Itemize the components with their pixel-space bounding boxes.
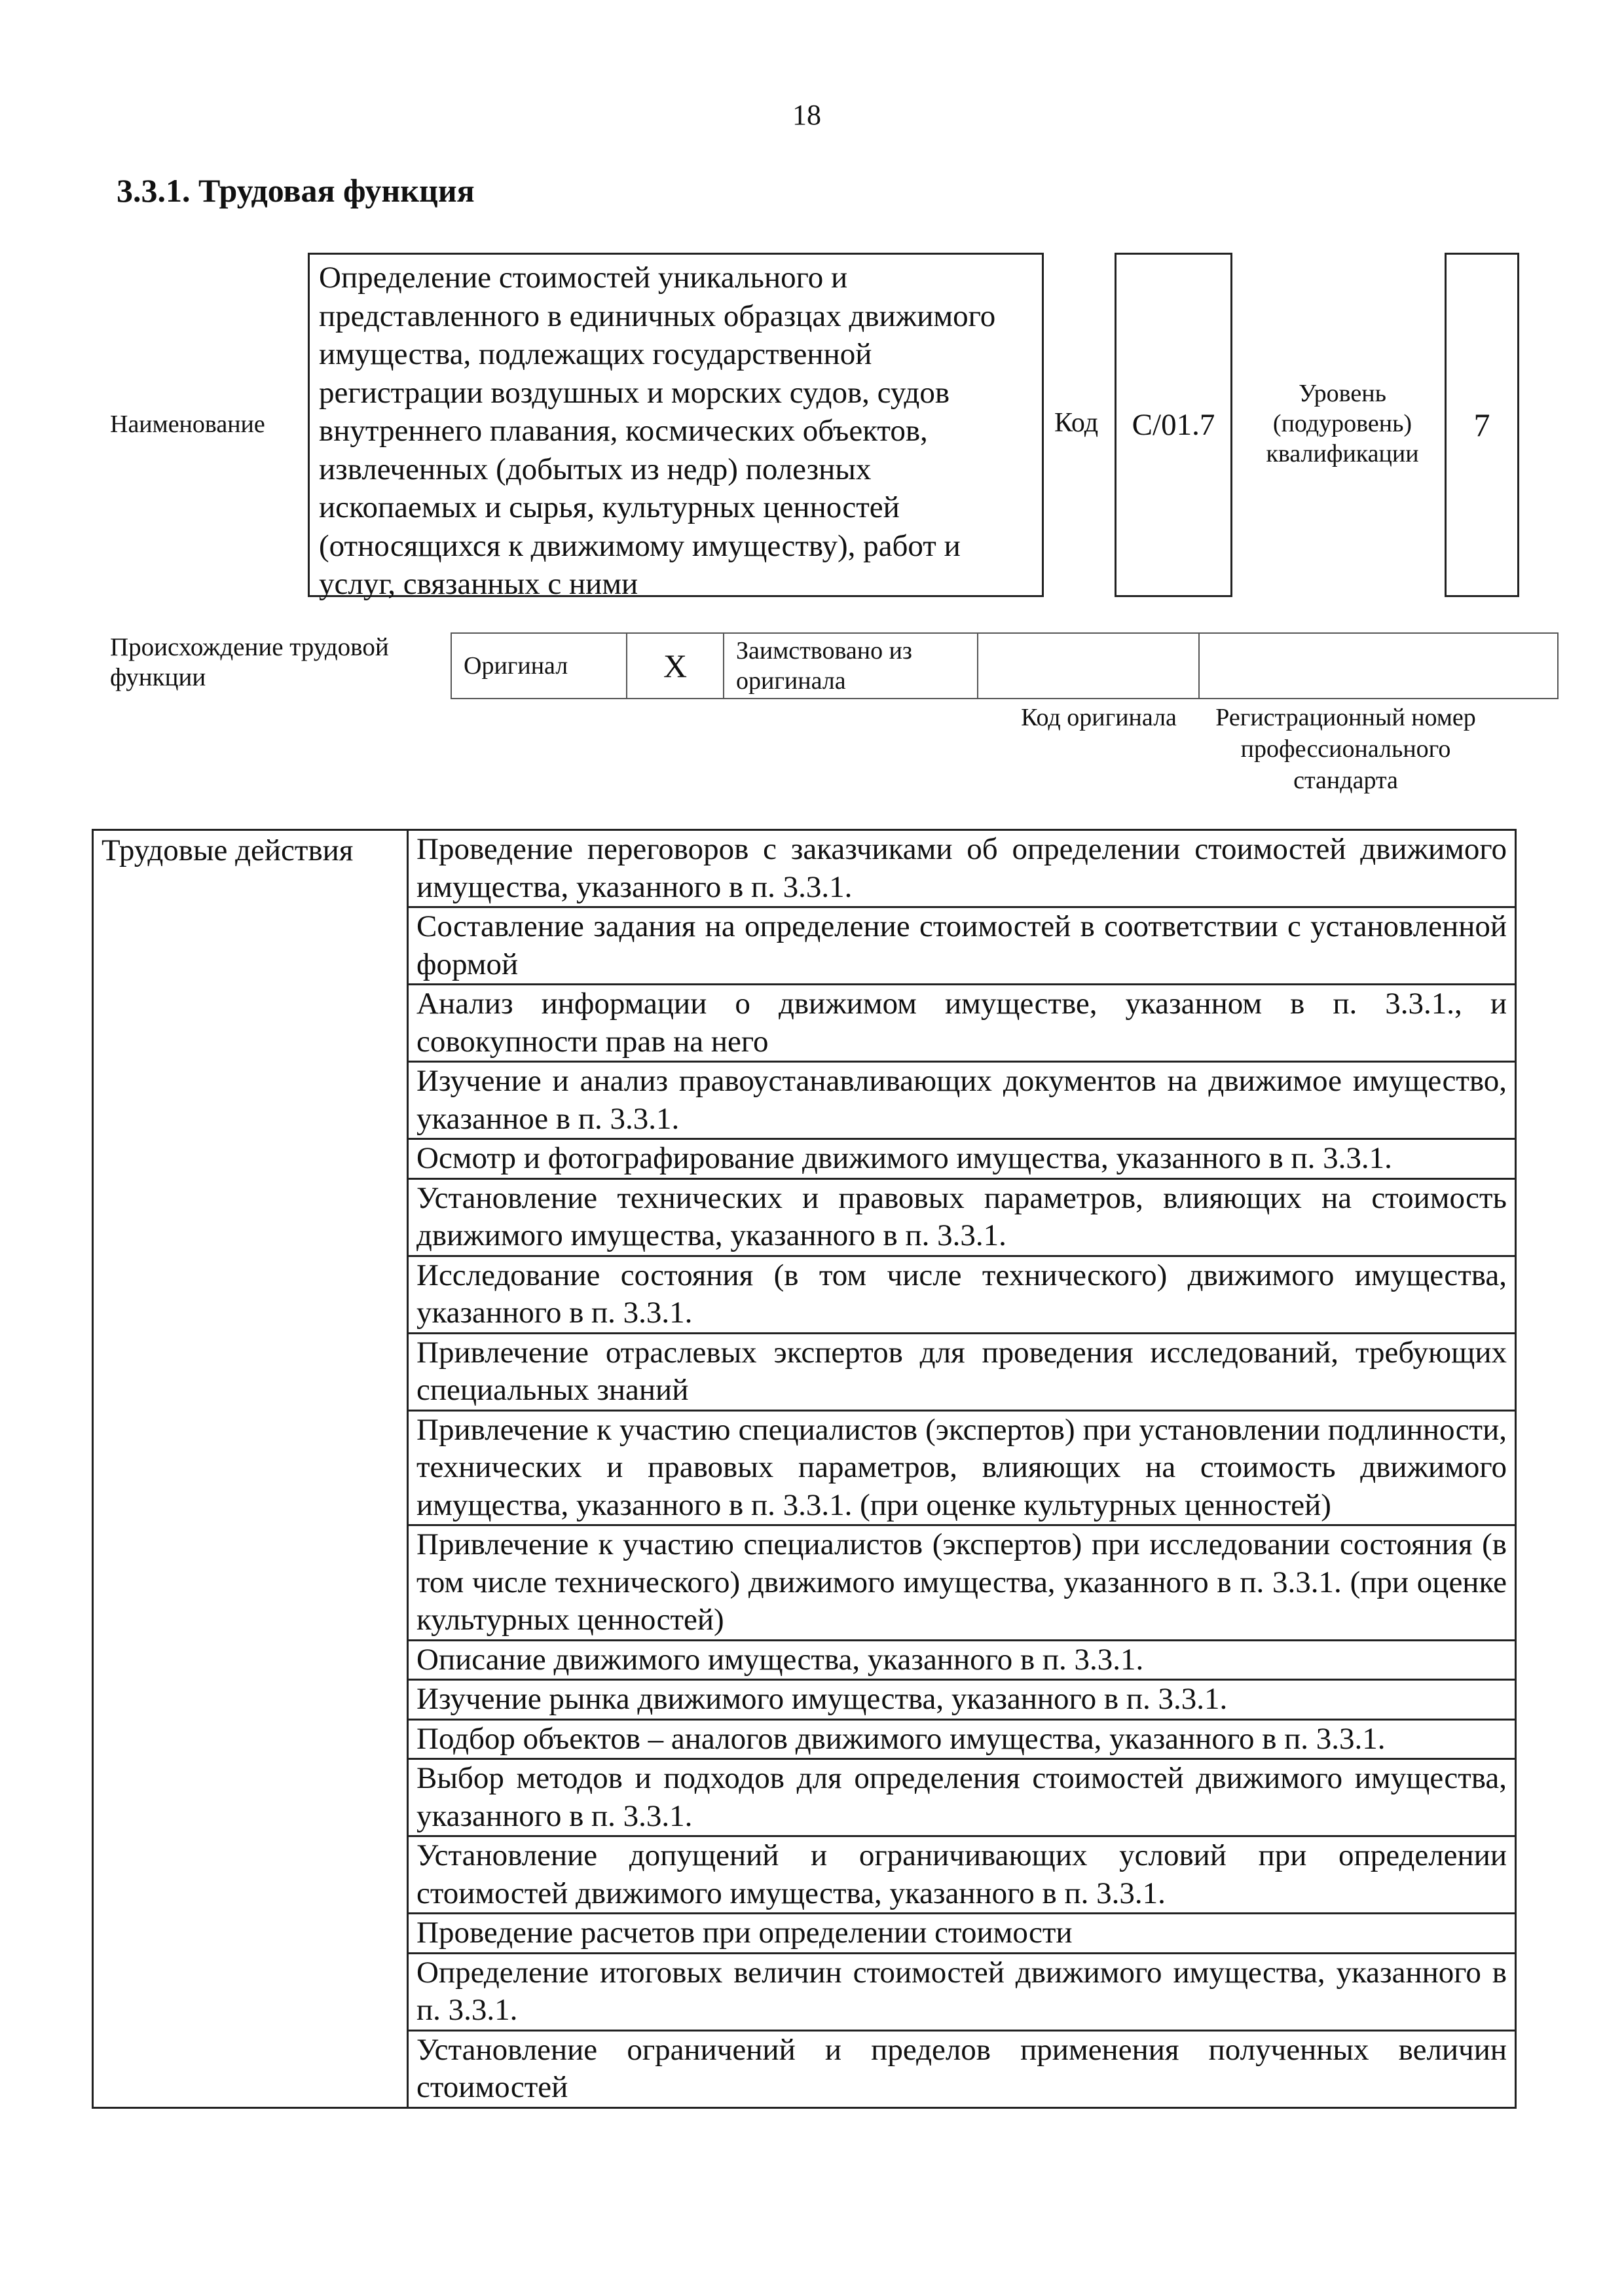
action-row: [93, 830, 1516, 907]
action-item: Установление технических и правовых параметров, влияющих на стоимость движимого имущества, указанного в п. 3.3.1.: [408, 1178, 1516, 1256]
code-label: Код: [1054, 408, 1099, 438]
section-title: 3.3.1. Трудовая функция: [117, 172, 475, 209]
code-value: C/01.7: [1132, 408, 1215, 442]
action-item: Составление задания на определение стоимостей в соответствии с установленной формой: [408, 907, 1516, 985]
action-item: Исследование состояния (в том числе технического) движимого имущества, указанного в п. 3.3.1.: [408, 1256, 1516, 1333]
origin-label: Происхождение трудовой функции: [110, 633, 389, 691]
action-item: Проведение расчетов при определении стоимости: [408, 1914, 1516, 1954]
action-item: Выбор методов и подходов для определения стоимостей движимого имущества, указанного в п. 3.3.1.: [408, 1759, 1516, 1836]
origin-code-cell: [978, 633, 1199, 699]
code-value-box: [1115, 253, 1232, 597]
action-item: Установление ограничений и пределов применения полученных величин стоимостей: [408, 2030, 1516, 2107]
action-item: Анализ информации о движимом имуществе, указанном в п. 3.3.1., и совокупности прав на него: [408, 985, 1516, 1062]
origin-table: [451, 632, 1559, 699]
action-item: Проведение переговоров с заказчиками об определении стоимостей движимого имущества, указанного в п. 3.3.1.: [408, 830, 1516, 907]
action-item: Осмотр и фотографирование движимого имущества, указанного в п. 3.3.1.: [408, 1139, 1516, 1179]
origin-borrowed-cell: Заимствовано из оригинала: [724, 633, 978, 699]
actions-table: [92, 829, 1517, 2109]
action-item: Привлечение отраслевых экспертов для проведения исследований, требующих специальных знаний: [408, 1333, 1516, 1410]
actions-label: Трудовые действия: [93, 830, 408, 2108]
action-item: Установление допущений и ограничивающих условий при определении стоимостей движимого имущества, указанного в п. 3.3.1.: [408, 1836, 1516, 1914]
action-item: Определение итоговых величин стоимостей движимого имущества, указанного в п. 3.3.1.: [408, 1953, 1516, 2030]
origin-code-caption: Код оригинала: [1021, 704, 1177, 731]
origin-mark-cell: X: [627, 633, 724, 699]
origin-reg-caption: Регистрационный номер профессионального стандарта: [1215, 704, 1476, 794]
level-label: Уровень (подуровень) квалификации: [1266, 380, 1419, 467]
action-item: Привлечение к участию специалистов (экспертов) при исследовании состояния (в том числе технического) движимого имущества, указанного в п. 3.3.1. (при оценке культурных ценностей): [408, 1525, 1516, 1641]
level-value: 7: [1473, 407, 1490, 443]
action-item: Привлечение к участию специалистов (экспертов) при установлении подлинности, технических и правовых параметров, влияющих на стоимость движимого имущества, указанного в п. 3.3.1. (при оценке культурных ценностей): [408, 1410, 1516, 1525]
origin-reg-cell: [1199, 633, 1558, 699]
level-value-box: [1445, 253, 1519, 597]
action-item: Описание движимого имущества, указанного в п. 3.3.1.: [408, 1640, 1516, 1680]
action-item: Изучение и анализ правоустанавливающих документов на движимое имущество, указанное в п. 3.3.1.: [408, 1062, 1516, 1139]
origin-original-cell: Оригинал: [451, 633, 627, 699]
name-label: Наименование: [110, 410, 265, 438]
action-item: Изучение рынка движимого имущества, указанного в п. 3.3.1.: [408, 1680, 1516, 1720]
page-number: 18: [792, 99, 821, 131]
function-name-box: Определение стоимостей уникального и представленного в единичных образцах движимого имущества, подлежащих государственной регистрации воздушных и морских судов, судов внутреннего плавания, космических объектов, извлеченных (добытых из недр) полезных ископаемых и сырья, культурных ценностей (относящихся к движимому имуществу), работ и услуг, связанных с ними: [308, 253, 1044, 597]
action-item: Подбор объектов – аналогов движимого имущества, указанного в п. 3.3.1.: [408, 1719, 1516, 1759]
